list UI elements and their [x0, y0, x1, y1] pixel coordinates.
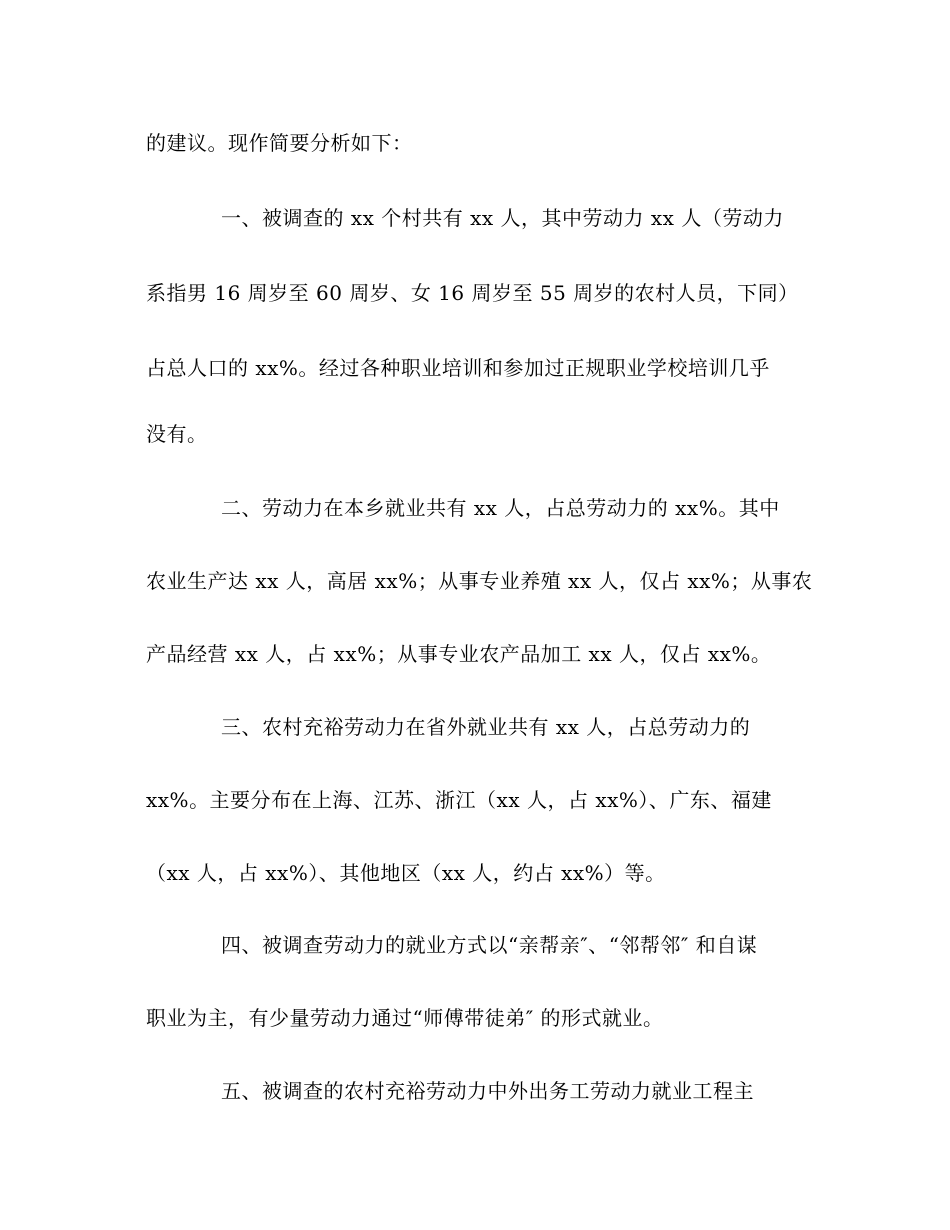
- text-line: 职业为主，有少量劳动力通过“师傅带徒弟″ 的形式就业。: [146, 1006, 664, 1030]
- text-line: 农业生产达 xx 人，高居 xx%；从事专业养殖 xx 人，仅占 xx%；从事农: [146, 569, 813, 593]
- text-line: xx%。主要分布在上海、江苏、浙江（xx 人，占 xx%）、广东、福建: [146, 788, 772, 812]
- paragraph-2-line: 二、劳动力在本乡就业共有 xx 人，占总劳动力的 xx%。其中: [221, 496, 780, 520]
- text-line: 的建议。现作简要分析如下：: [146, 131, 413, 155]
- paragraph-3-line: 三、农村充裕劳动力在省外就业共有 xx 人，占总劳动力的: [221, 715, 751, 739]
- paragraph-1-line: 一、被调查的 xx 个村共有 xx 人，其中劳动力 xx 人（劳动力: [221, 206, 784, 230]
- text-line: 没有。: [146, 422, 208, 446]
- text-line: 产品经营 xx 人，占 xx%；从事专业农产品加工 xx 人，仅占 xx%。: [146, 642, 772, 666]
- text-line: 系指男 16 周岁至 60 周岁、女 16 周岁至 55 周岁的农村人员，下同）: [146, 281, 799, 305]
- text-line: 占总人口的 xx%。经过各种职业培训和参加过正规职业学校培训几乎: [146, 356, 770, 380]
- paragraph-5-line: 五、被调查的农村充裕劳动力中外出务工劳动力就业工程主: [221, 1079, 754, 1103]
- text-line: （xx 人，占 xx%）、其他地区（xx 人，约占 xx%）等。: [146, 861, 666, 885]
- paragraph-4-line: 四、被调查劳动力的就业方式以“亲帮亲″、“邻帮邻″ 和自谋: [221, 933, 758, 957]
